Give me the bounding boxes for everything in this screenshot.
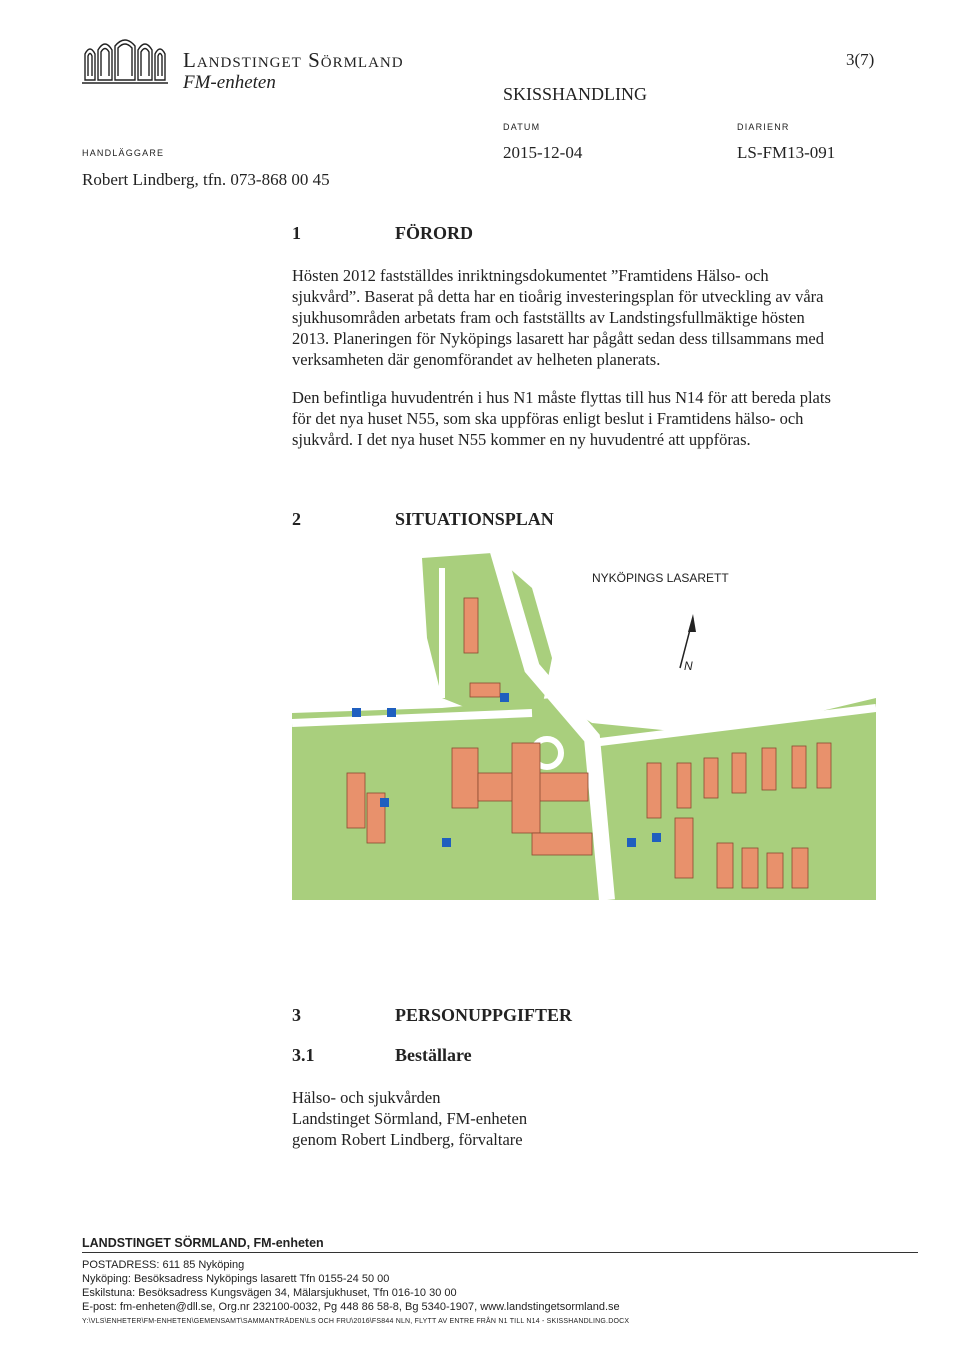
- document-date: 2015-12-04: [503, 143, 583, 162]
- footer-line: POSTADRESS: 611 85 Nyköping: [82, 1259, 245, 1271]
- organization-unit: FM-enheten: [183, 72, 276, 93]
- section-1-paragraph-2: [292, 387, 882, 450]
- building: [464, 598, 478, 653]
- building: [512, 743, 540, 833]
- text-line: verksamheten där genomförandet av helheten planerats.: [292, 350, 661, 369]
- address-line: genom Robert Lindberg, förvaltare: [292, 1130, 523, 1149]
- organization-name: Landstinget Sörmland: [183, 48, 404, 72]
- building: [792, 746, 806, 788]
- text-line: Den befintliga huvudentrén i hus N1 måste flyttas till hus N14 för att bereda plats: [292, 388, 831, 407]
- building: [767, 853, 783, 888]
- text-line: för det nya huset N55, som ska uppföras enligt beslut i Framtidens hälso- och: [292, 409, 804, 428]
- site-plan-map: [292, 548, 876, 900]
- building: [717, 843, 733, 888]
- text-line: sjukvård”. Baserat på detta har en tioårig investeringsplan för utveckling av våra: [292, 287, 824, 306]
- section-3-1-title: Beställare: [395, 1045, 472, 1065]
- footer-contact: [82, 1258, 620, 1314]
- diarienr-label: DIARIENR: [737, 122, 790, 132]
- date-label: DATUM: [503, 122, 541, 132]
- page-number: 3(7): [846, 50, 875, 69]
- handlaggare-value: Robert Lindberg, tfn. 073-868 00 45: [82, 170, 330, 189]
- text-line: sjukvård. I det nya huset N55 kommer en ny huvudentré att uppföras.: [292, 430, 751, 449]
- footer-file-path: Y:\VLS\ENHETER\FM-ENHETEN\GEMENSAMT\SAMMANTRÄDEN\LS OCH FRU\2016\FS844 NLN, FLYTT AV ENTRE FRÅN N1 TILL N14 - SKISSHANDLING.DOCX: [82, 1318, 630, 1325]
- building: [742, 848, 758, 888]
- diarienr-value: LS-FM13-091: [737, 143, 836, 162]
- building: [817, 743, 831, 788]
- parking-marker: [380, 798, 389, 807]
- section-3-number: 3: [292, 1005, 301, 1025]
- building: [677, 763, 691, 808]
- building: [792, 848, 808, 888]
- building: [347, 773, 365, 828]
- building: [762, 748, 776, 790]
- landstinget-logo-icon: [80, 36, 170, 86]
- section-1-number: 1: [292, 223, 301, 243]
- address-line: Hälso- och sjukvården: [292, 1088, 441, 1107]
- parking-marker: [387, 708, 396, 717]
- section-3-1-number: 3.1: [292, 1045, 315, 1065]
- section-1-title: FÖRORD: [395, 223, 473, 243]
- section-1-paragraph-1: [292, 265, 882, 370]
- building: [470, 683, 500, 697]
- text-line: 2013. Planeringen för Nyköpings lasarett har pågått sedan dess tillsammans med: [292, 329, 825, 348]
- footer-line: E-post: fm-enheten@dll.se, Org.nr 232100-0032, Pg 448 86 58-8, Bg 5340-1907, www.landstingetsormland.se: [82, 1301, 620, 1313]
- footer-divider: [82, 1252, 918, 1253]
- document-type: SKISSHANDLING: [503, 84, 648, 104]
- text-line: Hösten 2012 fastställdes inriktningsdokumentet ”Framtidens Hälso- och: [292, 266, 769, 285]
- parking-marker: [442, 838, 451, 847]
- parking-marker: [652, 833, 661, 842]
- section-3-title: PERSONUPPGIFTER: [395, 1005, 573, 1025]
- building: [704, 758, 718, 798]
- parking-marker: [352, 708, 361, 717]
- section-2-title: SITUATIONSPLAN: [395, 509, 554, 529]
- handlaggare-label: HANDLÄGGARE: [82, 148, 165, 158]
- address-line: Landstinget Sörmland, FM-enheten: [292, 1109, 528, 1128]
- map-title: NYKÖPINGS LASARETT: [592, 571, 729, 585]
- section-2-number: 2: [292, 509, 301, 529]
- building: [532, 833, 592, 855]
- map-north-label: N: [684, 659, 693, 673]
- orderer-address: [292, 1087, 527, 1150]
- building: [452, 748, 478, 808]
- footer-line: Nyköping: Besöksadress Nyköpings lasarett Tfn 0155-24 50 00: [82, 1273, 390, 1285]
- building: [647, 763, 661, 818]
- parking-marker: [500, 693, 509, 702]
- building: [675, 818, 693, 878]
- text-line: sjukhusområden arbetats fram och fastställts av Landstingsfullmäktige hösten: [292, 308, 805, 327]
- footer-title: LANDSTINGET SÖRMLAND, FM-enheten: [82, 1236, 324, 1250]
- building: [732, 753, 746, 793]
- footer-line: Eskilstuna: Besöksadress Kungsvägen 34, Mälarsjukhuset, Tfn 016-10 30 00: [82, 1287, 457, 1299]
- parking-marker: [627, 838, 636, 847]
